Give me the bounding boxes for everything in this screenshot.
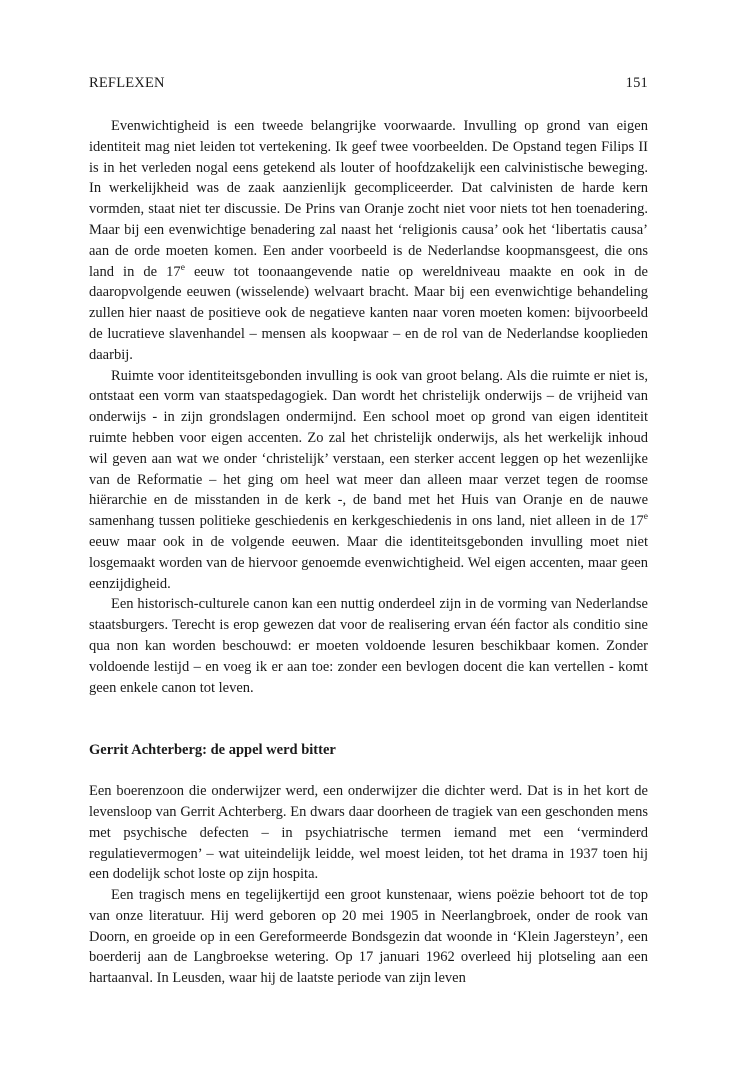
- book-page: [89, 74, 648, 989]
- paragraph-boerenzoon: Een boerenzoon die onderwijzer werd, een onderwijzer die dichter werd. Dat is in het kort de levensloop van Gerrit Achterberg. En dwars daar doorheen de tragiek van een geschonden mens met psychische defecten – in psychiatrische termen iemand met een ‘verminderd regulatievermogen’ – wat uiteindelijk leidde, wel moest leiden, tot het drama in 1937 toen hij een dodelijk schot loste op zijn hospita.: [89, 783, 648, 883]
- paragraph-canon: Een historisch-culturele canon kan een nuttig onderdeel zijn in de vorming van Nederlandse staatsburgers. Terecht is erop gewezen dat voor de realisering ervan één factor als conditio sine qua non kan worden beschouwd: er moeten voldoende lesuren beschikbaar komen. Zonder voldoende lestijd – en voeg ik er aan toe: zonder een bevlogen docent die kan vertellen - komt geen enkele canon tot leven.: [89, 596, 648, 696]
- chapter-text-reflexen: [89, 116, 648, 698]
- paragraph-ruimte: Ruimte voor identiteitsgebonden invulling is ook van groot belang. Als die ruimte er niet is, ontstaat een vorm van staatspedagogiek. Dan wordt het christelijk onderwijs – de vrijheid van onderwijs - in zijn grondslagen ondermijnd. Een school moet op grond van eigen identiteit ruimte hebben voor eigen accenten. Zo zal het christelijk onderwijs, als het werkelijk inhoud wil geven aan wat we onder ‘christelijk’ verstaan, een sterker accent leggen op het wezenlijke van de Reformatie – het ging om heel wat meer dan alleen maar verzet tegen de roomse hiërarchie en de misstanden in de kerk -, de band met het Huis van Oranje en de nauwe samenhang tussen politieke geschiedenis en kerkgeschiedenis in ons land, niet alleen in de 17e eeuw maar ook in de volgende eeuwen. Maar die identiteitsgebonden invulling moet niet losgemaakt worden van de hiervoor genoemde evenwichtigheid. Wel eigen accenten, maar geen eenzijdigheid.: [89, 367, 648, 592]
- paragraph-tragisch-mens: Een tragisch mens en tegelijkertijd een groot kunstenaar, wiens poëzie behoort tot de top van onze literatuur. Hij werd geboren op 20 mei 1905 in Neerlangbroek, onder de rook van Doorn, en groeide op in een Gereformeerde Bondsgezin dat woonde in ‘Klein Jagersteyn’, een boerderij aan de Langbroekse wetering. Op 17 januari 1962 overleed hij plotseling aan een hartaanval. In Leusden, waar hij de laatste periode van zijn leven: [89, 887, 648, 987]
- chapter-text-achterberg: [89, 781, 648, 989]
- page-number: 151: [625, 75, 648, 91]
- running-header-title: REFLEXEN: [89, 75, 165, 91]
- section-heading: Gerrit Achterberg: de appel werd bitter: [89, 742, 336, 759]
- paragraph-evenwichtigheid: Evenwichtigheid is een tweede belangrijke voorwaarde. Invulling op grond van eigen identiteit mag niet leiden tot vertekening. Ik geef twee voorbeelden. De Opstand tegen Filips II is in het verleden nogal eens getekend als louter of hoofdzakelijk een calvinistische beweging. In werkelijkheid was de zaak aanzienlijk gecompliceerder. Dat calvinisten de harde kern vormden, staat niet ter discussie. De Prins van Oranje zocht niet voor niets tot hen toenadering. Maar bij een evenwichtige benadering zal naast het ‘religionis causa’ ook het ‘libertatis causa’ aan de orde moeten komen. Een ander voorbeeld is de Nederlandse koopmansgeest, die ons land in de 17e eeuw tot toonaangevende natie op wereldniveau maakte en ook in de daaropvolgende eeuwen (wisselende) welvaart bracht. Maar bij een evenwichtige behandeling zullen hier naast de positieve ook de negatieve kanten naar voren moeten komen: bijvoorbeeld de lucratieve slavenhandel – mensen als koopwaar – en de rol van de Nederlandse kooplieden daarbij.: [89, 118, 648, 363]
- running-header: [89, 74, 648, 92]
